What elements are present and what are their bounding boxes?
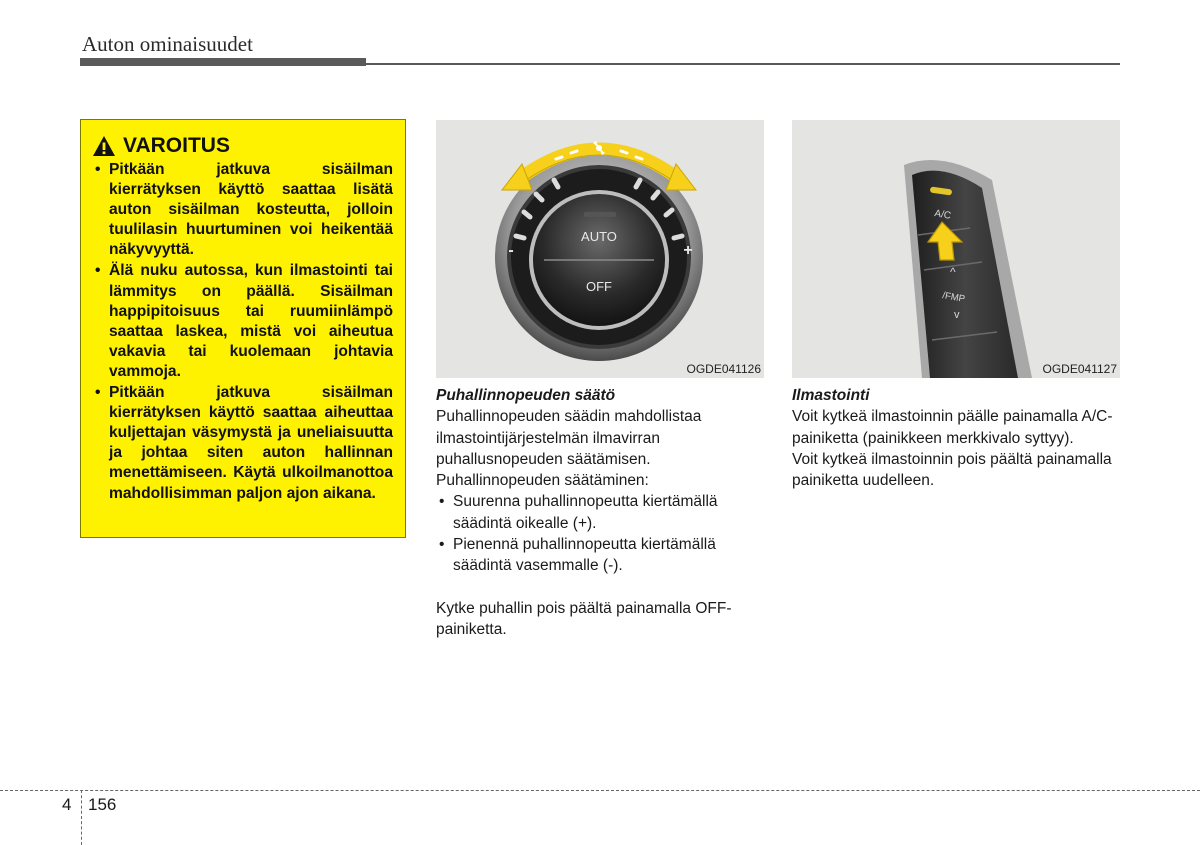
fmp-label: /FMP	[941, 290, 966, 305]
air-conditioning-section	[792, 385, 1122, 491]
fan-up-label: ^	[950, 265, 956, 279]
paragraph: Kytke puhallin pois päältä painamalla OFF-painiketta.	[436, 599, 732, 638]
fan-down-label: v	[954, 309, 960, 321]
section-heading: Ilmastointi	[792, 387, 870, 404]
paragraph: Voit kytkeä ilmastoinnin päälle painamalla A/C-painiketta (painikkeen merkkivalo syttyy).	[792, 408, 1113, 447]
ac-button-label: A/C	[933, 208, 952, 222]
warning-header	[92, 134, 393, 158]
page-number: 156	[88, 795, 117, 814]
bullet-list	[436, 491, 766, 576]
fan-speed-knob-illustration	[436, 120, 764, 378]
header-rule-thin	[366, 63, 1120, 65]
figure-code: OGDE041126	[686, 362, 761, 376]
figure-code: OGDE041127	[1042, 362, 1117, 376]
chapter-number: 4	[62, 795, 72, 814]
list-item: • Pienennä puhallinnopeutta kiertämällä säädintä vasemmalle (-).	[436, 534, 766, 577]
warning-list	[92, 160, 393, 504]
warning-item: • Pitkään jatkuva sisäilman kierrätyksen käyttö saattaa lisätä auton sisäilman kosteutta, jolloin tuulilasin huurtuminen voi heikentää näkyvyyttä.	[92, 160, 393, 260]
fan-speed-knob-figure	[436, 120, 764, 378]
footer-rule	[0, 790, 1200, 791]
plus-label: +	[683, 242, 693, 259]
auto-button-label: AUTO	[581, 229, 617, 244]
header-rule-thick	[80, 58, 366, 66]
section-heading: Puhallinnopeuden säätö	[436, 387, 616, 404]
ac-button-illustration	[792, 120, 1120, 378]
warning-item: • Pitkään jatkuva sisäilman kierrätyksen käyttö saattaa aiheuttaa kuljettajan väsymystä ja uneliaisuutta ja johtaa siten auton hallinnan menettämiseen. Käytä ulkoilmanottoa mahdollisimman paljon ajon aikana.	[92, 383, 393, 504]
footer-divider	[81, 790, 82, 845]
page-header-title: Auton ominaisuudet	[82, 32, 253, 56]
warning-title: VAROITUS	[123, 134, 230, 157]
fan-speed-section	[436, 385, 766, 640]
warning-box	[80, 119, 406, 538]
paragraph: Puhallinnopeuden säädin mahdollistaa ilmastointijärjestelmän ilmavirran puhallusnopeuden säätämisen.	[436, 408, 702, 468]
ac-button-figure	[792, 120, 1120, 378]
warning-triangle-icon	[92, 135, 116, 157]
warning-item: • Älä nuku autossa, kun ilmastointi tai lämmitys on päällä. Sisäilman happipitoisuus tai ruumiinlämpö saattaa laskea, mistä voi aiheutua vakavia tai kuolemaan johtavia vammoja.	[92, 261, 393, 382]
minus-label: -	[508, 242, 514, 259]
paragraph: Puhallinnopeuden säätäminen:	[436, 472, 649, 490]
list-item: • Suurenna puhallinnopeutta kiertämällä säädintä oikealle (+).	[436, 491, 766, 534]
off-button-label: OFF	[586, 279, 612, 294]
paragraph: Voit kytkeä ilmastoinnin pois päältä painamalla painiketta uudelleen.	[792, 450, 1112, 490]
